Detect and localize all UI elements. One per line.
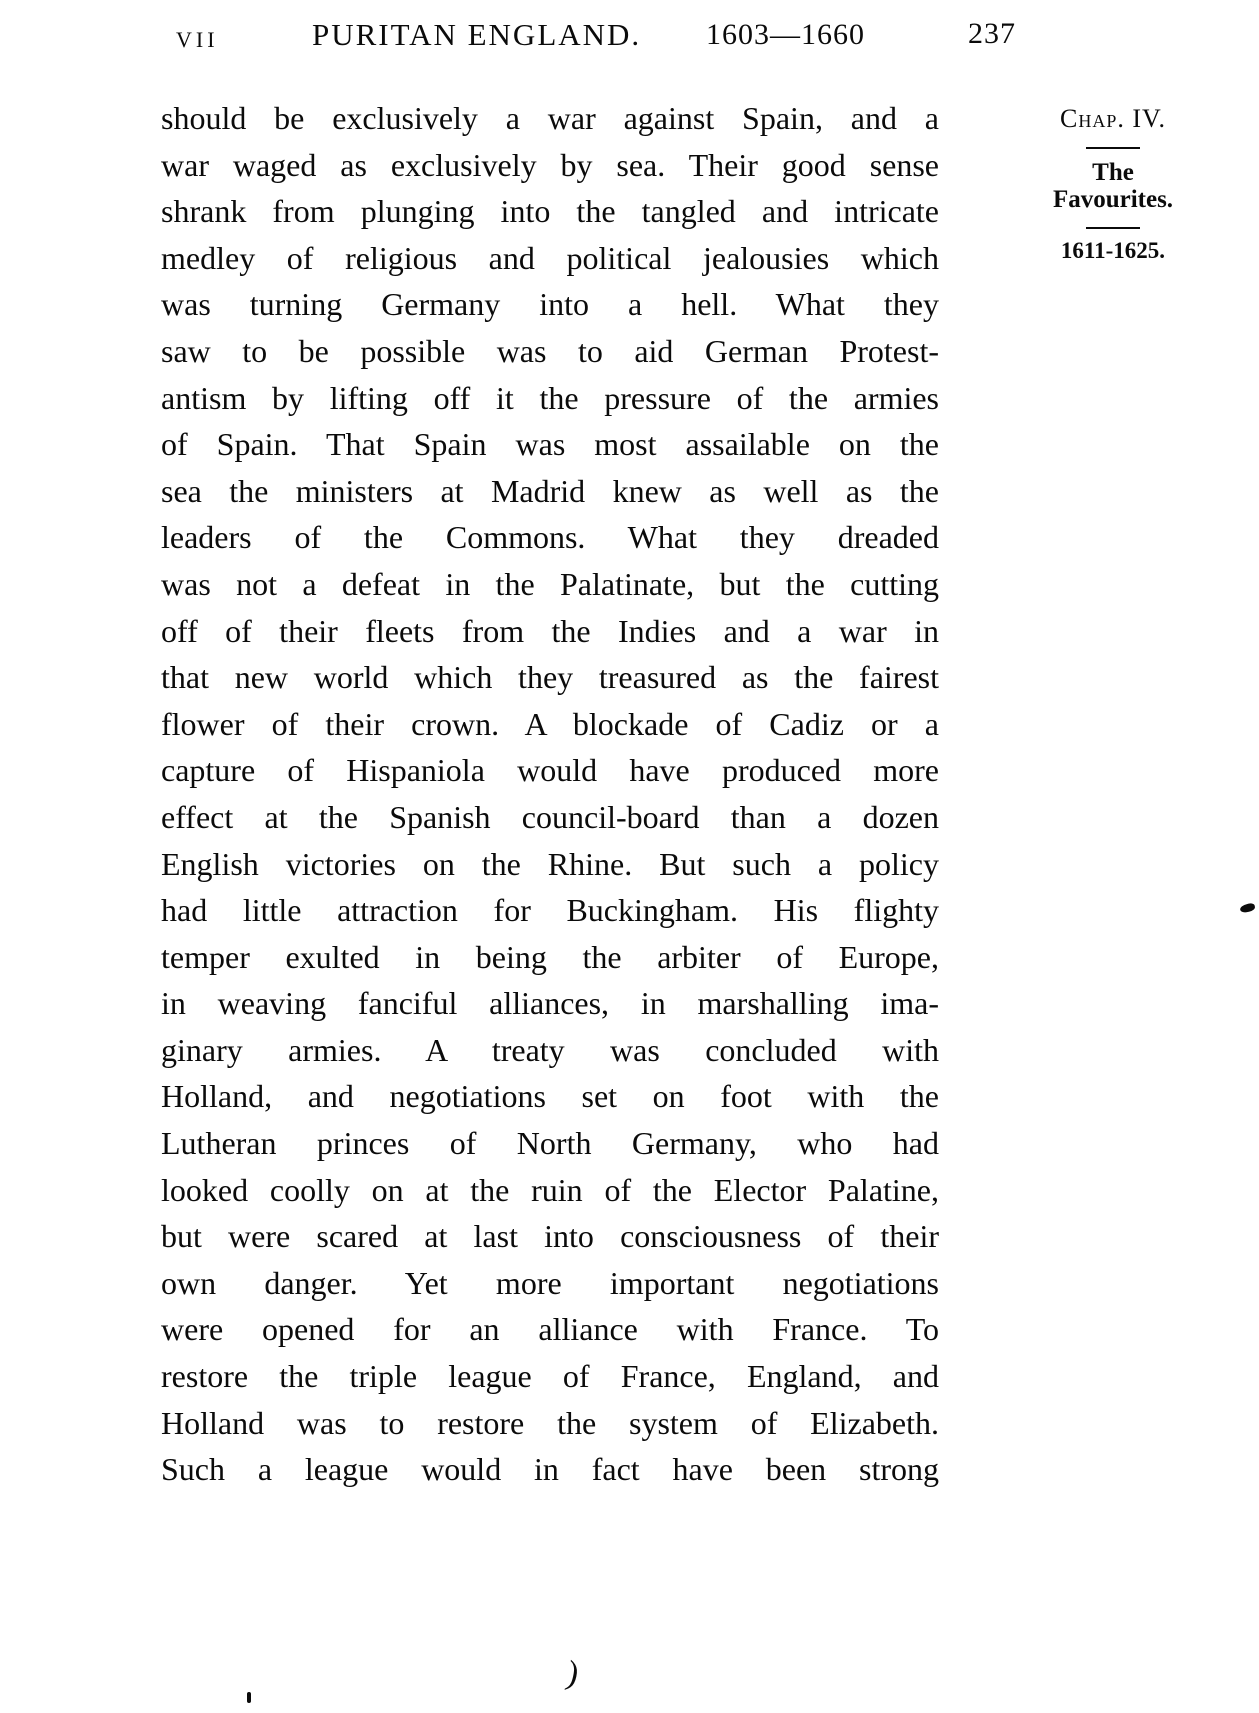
- text-line: should be exclusively a war against Spain, and a: [161, 100, 939, 136]
- text-line: English victories on the Rhine. But such a policy: [161, 845, 939, 882]
- text-line: saw to be possible was to aid German Protest-: [161, 332, 939, 369]
- text-line: capture of Hispaniola would have produced more: [161, 752, 939, 789]
- text-line: that new world which they treasured as the fairest: [161, 659, 939, 696]
- text-line: medley of religious and political jealousies which: [161, 239, 939, 276]
- page-number: 237: [968, 17, 1016, 50]
- text-line: Such a league would in fact have been strong: [161, 1451, 939, 1488]
- text-line: was turning Germany into a hell. What they: [161, 286, 939, 323]
- text-line: ginary armies. A treaty was concluded with: [161, 1031, 939, 1068]
- text-line: in weaving fanciful alliances, in marshalling ima-: [161, 985, 939, 1022]
- margin-years: 1611-1625.: [1060, 238, 1166, 263]
- text-line: antism by lifting off it the pressure of the armies: [161, 379, 939, 416]
- running-header: [0, 0, 1259, 70]
- text-line: effect at the Spanish council-board than a dozen: [161, 798, 939, 835]
- text-line: shrank from plunging into the tangled and intricate: [161, 193, 939, 230]
- body-text: [161, 95, 939, 1493]
- margin-divider-rule: [1086, 227, 1140, 229]
- text-line: off of their fleets from the Indies and a war in: [161, 612, 939, 649]
- text-line: flower of their crown. A blockade of Cadiz or a: [161, 705, 939, 742]
- margin-divider-rule: [1086, 147, 1140, 149]
- text-line: but were scared at last into consciousness of their: [161, 1218, 939, 1255]
- header-book-title: PURITAN ENGLAND.: [312, 17, 642, 52]
- ink-speck-artifact: [1239, 903, 1255, 914]
- ink-tick-artifact: [247, 1692, 251, 1703]
- text-line: looked coolly on at the ruin of the Elector Palatine,: [161, 1171, 939, 1208]
- text-line: were opened for an alliance with France. To: [161, 1311, 939, 1348]
- margin-section-title-line1: The: [1092, 159, 1134, 186]
- margin-section-title-line2: Favourites.: [1052, 186, 1174, 213]
- text-line: had little attraction for Buckingham. His flighty: [161, 892, 939, 929]
- text-line: war waged as exclusively by sea. Their good sense: [161, 146, 939, 183]
- header-date-range: 1603—1660: [706, 18, 865, 51]
- text-line: leaders of the Commons. What they dreaded: [161, 519, 939, 556]
- text-line: sea the ministers at Madrid knew as well as the: [161, 472, 939, 509]
- margin-notes: [1038, 104, 1188, 264]
- header-chapter-numeral: VII: [176, 27, 219, 52]
- ink-hook-artifact: ): [563, 1654, 583, 1693]
- text-line: of Spain. That Spain was most assailable on the: [161, 426, 939, 463]
- text-line: temper exulted in being the arbiter of Europe,: [161, 938, 939, 975]
- text-line: Holland was to restore the system of Elizabeth.: [161, 1404, 939, 1441]
- text-line: Holland, and negotiations set on foot with the: [161, 1078, 939, 1115]
- margin-chapter-label: Chap. IV.: [1060, 104, 1166, 133]
- text-line: was not a defeat in the Palatinate, but the cutting: [161, 565, 939, 602]
- text-line: Lutheran princes of North Germany, who had: [161, 1125, 939, 1162]
- text-line: restore the triple league of France, England, and: [161, 1358, 939, 1395]
- text-line: own danger. Yet more important negotiations: [161, 1264, 939, 1301]
